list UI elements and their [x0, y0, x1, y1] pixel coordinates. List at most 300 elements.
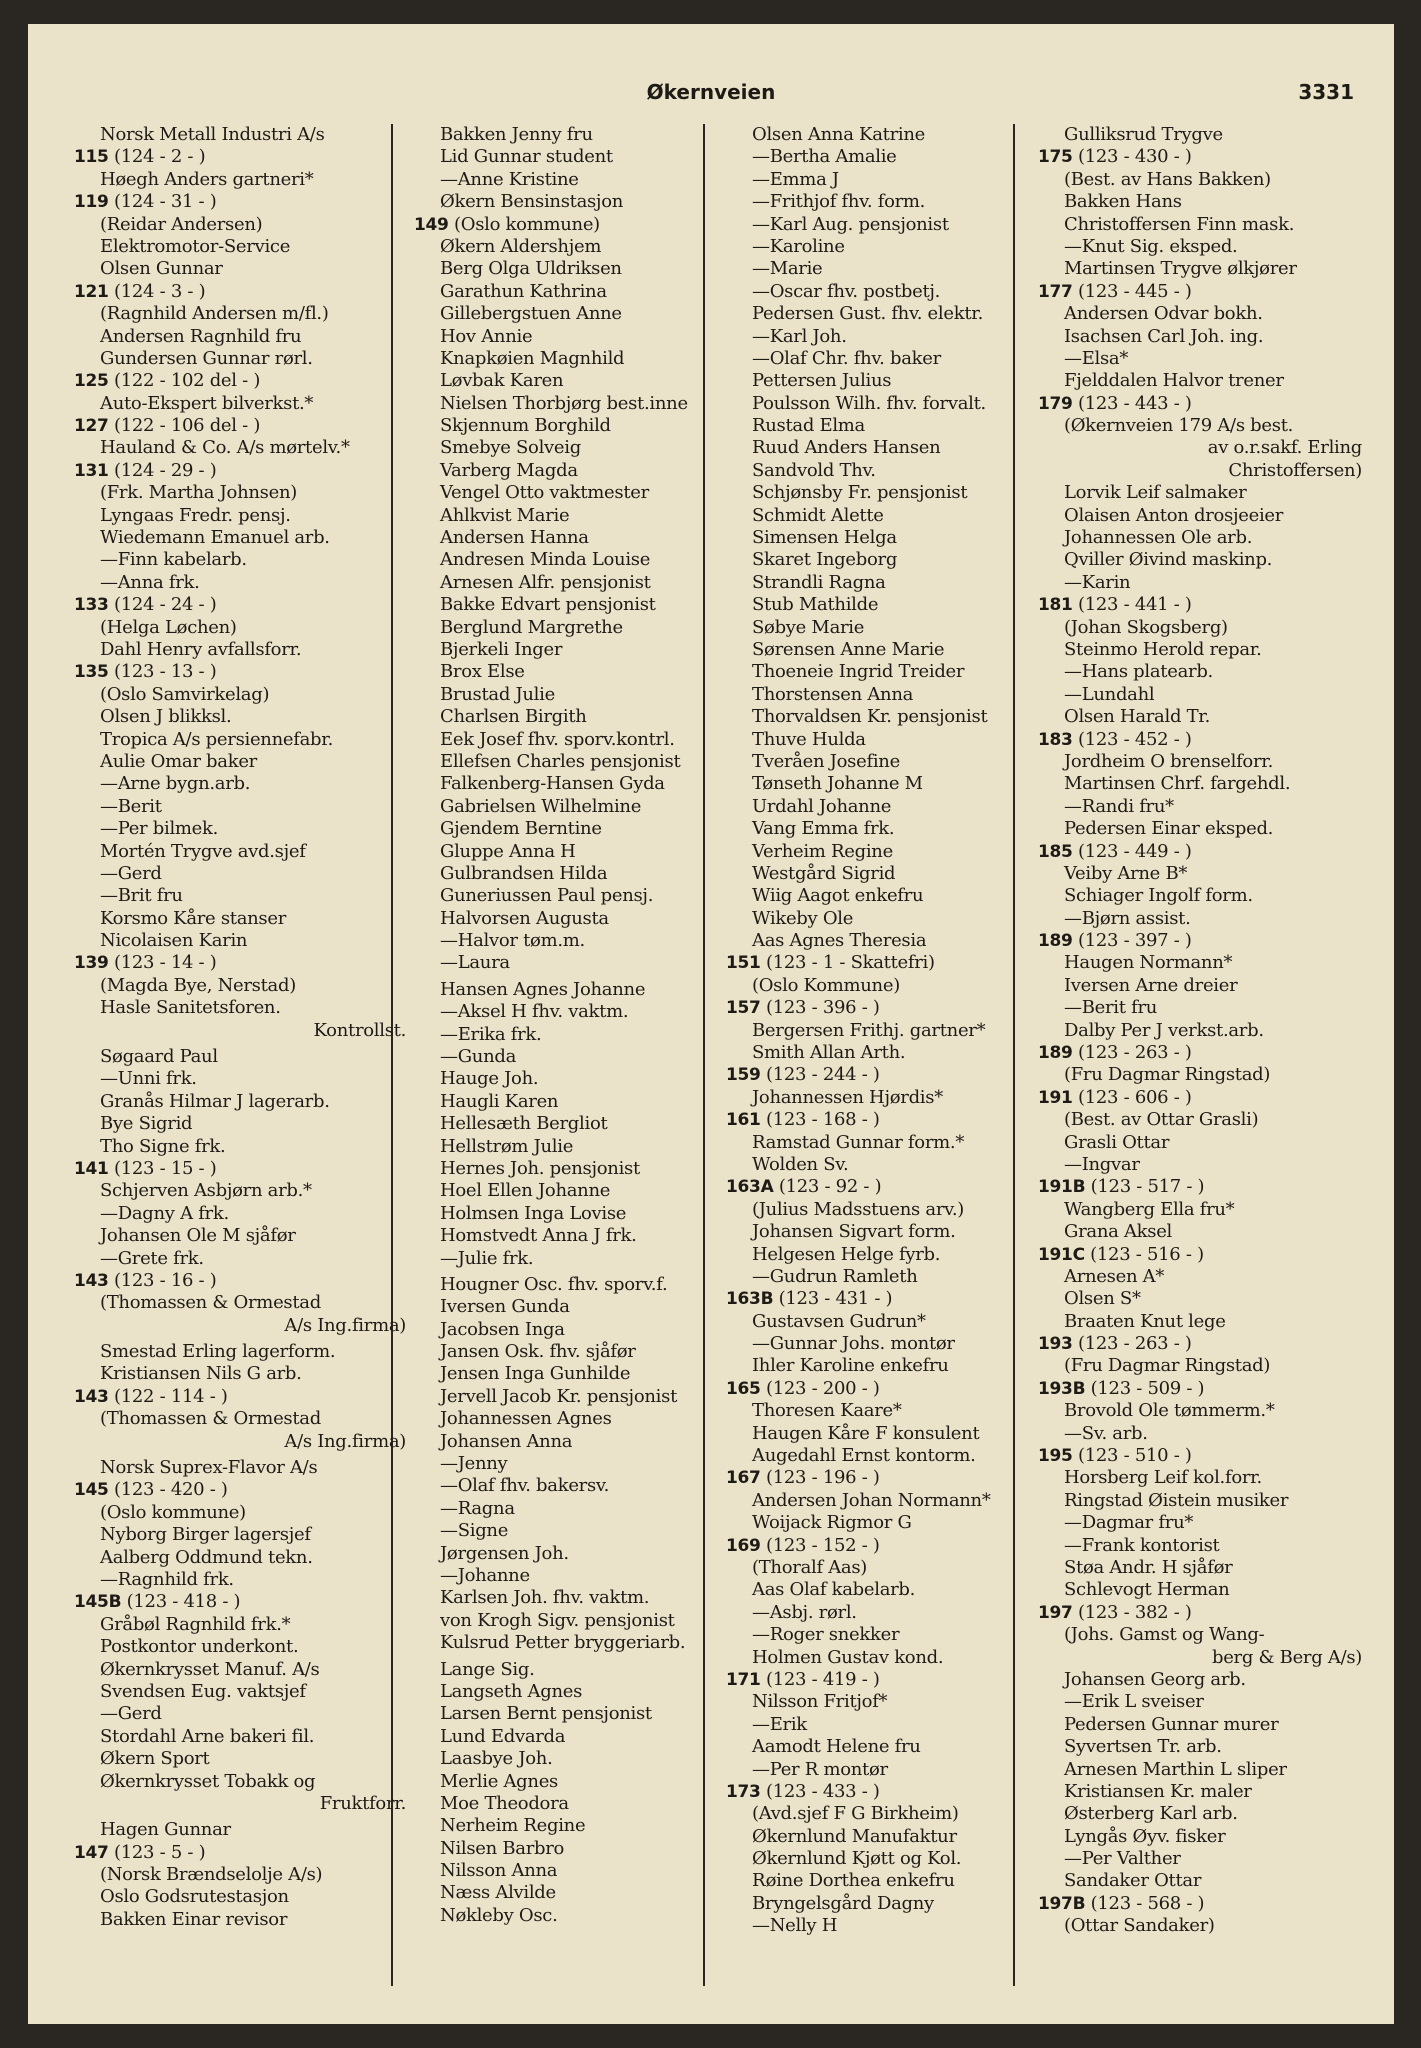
entry-text: Gråbøl Ragnhild frk.*: [100, 1613, 291, 1635]
entry-text: (Oslo Kommune): [752, 974, 900, 996]
resident-entry: [1038, 1624, 1362, 1646]
resident-entry: [414, 979, 728, 1001]
property-info: (123 - 244 - ): [760, 1064, 880, 1086]
entry-text: Økern Aldershjem: [440, 235, 602, 257]
house-number: 143: [74, 1386, 109, 1407]
resident-entry: [726, 751, 1038, 773]
resident-entry: [726, 258, 1038, 280]
resident-entry: [726, 236, 1038, 258]
entry-text: Økern Sport: [100, 1748, 210, 1770]
resident-entry: [74, 482, 406, 504]
entry-text: Lund Edvarda: [440, 1725, 566, 1747]
entry-text: —Frithjof fhv. form.: [752, 191, 926, 213]
house-number: 125: [74, 371, 109, 392]
resident-entry: [414, 1363, 728, 1385]
resident-entry: [414, 415, 728, 437]
entry-text: —Asbj. rørl.: [752, 1601, 857, 1623]
entry-text: Andersen Ragnhild fru: [100, 325, 302, 347]
house-number: 139: [74, 953, 109, 974]
entry-text: Urdahl Johanne: [752, 795, 892, 817]
resident-entry: [1038, 258, 1362, 280]
resident-entry: [414, 527, 728, 549]
resident-entry: [414, 751, 728, 773]
resident-entry: [414, 236, 728, 258]
entry-text: Dahl Henry avfallsforr.: [100, 638, 302, 660]
property-info: (124 - 24 - ): [108, 594, 217, 616]
resident-entry: [1038, 549, 1362, 571]
resident-entry: [414, 303, 728, 325]
property-info: (123 - 418 - ): [121, 1591, 241, 1613]
entry-text: —Karl Aug. pensjonist: [752, 213, 949, 235]
entry-text: Helgesen Helge fyrb.: [752, 1243, 941, 1265]
resident-entry: [74, 1180, 406, 1202]
entry-text: —Karl Joh.: [752, 325, 847, 347]
entry-text: Gustavsen Gudrun*: [752, 1310, 926, 1332]
entry-text: Augedahl Ernst kontorm.: [752, 1445, 976, 1467]
house-number: 175: [1038, 147, 1073, 168]
resident-entry: [414, 1838, 728, 1860]
resident-entry: [1038, 617, 1362, 639]
entry-text: Wiedemann Emanuel arb.: [100, 527, 330, 549]
resident-entry: [1038, 1669, 1362, 1691]
entry-text: Økernkrysset Tobakk og: [100, 1770, 316, 1792]
resident-entry: [414, 1520, 728, 1542]
entry-text: Hasle Sanitetsforen.: [100, 997, 281, 1019]
entry-text: Pedersen Einar eksped.: [1064, 818, 1274, 840]
directory-page: [28, 24, 1394, 2024]
entry-text: Næss Alvilde: [440, 1882, 556, 1904]
entry-text: Andersen Johan Normann*: [752, 1489, 991, 1511]
resident-entry: [414, 1091, 728, 1113]
page-header: [28, 80, 1394, 120]
entry-text: Thoresen Kaare*: [752, 1400, 902, 1422]
entry-text: Hougner Osc. fhv. sporv.f.: [440, 1273, 668, 1295]
entry-text: Holmen Gustav kond.: [752, 1646, 944, 1668]
resident-entry: [414, 258, 728, 280]
entry-text: —Olaf fhv. bakersv.: [440, 1475, 610, 1497]
resident-entry: [726, 684, 1038, 706]
resident-entry: [1038, 1064, 1362, 1086]
resident-entry: [74, 348, 406, 370]
resident-entry: [414, 1180, 728, 1202]
resident-entry: [726, 482, 1038, 504]
resident-entry: [74, 1748, 406, 1770]
entry-text: —Ingvar: [1064, 1153, 1140, 1175]
resident-entry: [1038, 773, 1362, 795]
property-info: (123 - 510 - ): [1072, 1445, 1192, 1467]
resident-entry: [414, 348, 728, 370]
resident-entry: [726, 729, 1038, 751]
entry-text: Vang Emma frk.: [752, 818, 895, 840]
property-info: (123 - 431 - ): [773, 1288, 893, 1310]
resident-entry: [726, 706, 1038, 728]
property-info: (122 - 114 - ): [108, 1385, 228, 1407]
resident-entry: [74, 1681, 406, 1703]
entry-text: —Jenny: [440, 1453, 508, 1475]
entry-text: Bryngelsgård Dagny: [752, 1892, 934, 1914]
entry-text: Arnesen Alfr. pensjonist: [440, 571, 651, 593]
entry-text: Pettersen Julius: [752, 370, 892, 392]
entry-text: Ruud Anders Hansen: [752, 437, 941, 459]
resident-entry: [74, 1636, 406, 1658]
entry-text: Gjendem Berntine: [440, 818, 602, 840]
entry-text: (Johs. Gamst og Wang-: [1064, 1624, 1265, 1646]
resident-entry: [414, 191, 728, 213]
entry-text: Merlie Agnes: [440, 1770, 558, 1792]
resident-entry: [74, 1793, 406, 1815]
entry-text: Brovold Ole tømmerm.*: [1064, 1400, 1275, 1422]
entry-text: Nøkleby Osc.: [440, 1904, 558, 1926]
resident-entry: [726, 169, 1038, 191]
entry-text: Andresen Minda Louise: [440, 549, 651, 571]
resident-entry: [414, 326, 728, 348]
entry-text: Johansen Sigvart form.: [752, 1221, 956, 1243]
house-number: 193B: [1038, 1378, 1086, 1399]
resident-entry: [1038, 1490, 1362, 1512]
resident-entry: [414, 1024, 728, 1046]
entry-text: Olsen S*: [1064, 1288, 1141, 1310]
resident-entry: [414, 1726, 728, 1748]
entry-text: (Fru Dagmar Ringstad): [1064, 1355, 1271, 1377]
entry-text: (Oslo Samvirkelag): [100, 683, 270, 705]
entry-text: Røine Dorthea enkefru: [752, 1870, 955, 1892]
resident-entry: [726, 1445, 1038, 1467]
entry-text: Olsen J blikksl.: [100, 706, 232, 728]
entry-text: von Krogh Sigv. pensjonist: [440, 1609, 675, 1631]
resident-entry: [414, 1771, 728, 1793]
entry-text: Steinmo Herold repar.: [1064, 638, 1262, 660]
property-info: (124 - 2 - ): [108, 146, 206, 168]
address-number-line: [726, 997, 1038, 1019]
resident-entry: [74, 818, 406, 840]
entry-text: Guneriussen Paul pensj.: [440, 885, 654, 907]
entry-text: Fjelddalen Halvor trener: [1064, 370, 1284, 392]
entry-text: Grasli Ottar: [1064, 1131, 1170, 1153]
resident-entry: [74, 841, 406, 863]
entry-text: Lid Gunnar student: [440, 146, 613, 168]
resident-entry: [414, 281, 728, 303]
resident-entry: [74, 1020, 406, 1042]
resident-entry: [726, 1333, 1038, 1355]
resident-entry: [726, 1579, 1038, 1601]
resident-entry: [74, 684, 406, 706]
entry-text: Gundersen Gunnar rørl.: [100, 347, 313, 369]
resident-entry: [1038, 863, 1362, 885]
entry-text: (Thomassen & Ormestad: [100, 1292, 321, 1314]
resident-entry: [726, 1736, 1038, 1758]
resident-entry: [726, 1400, 1038, 1422]
entry-text: A/s Ing.firma): [284, 1430, 406, 1452]
address-number-line: [726, 1176, 1038, 1198]
resident-entry: [414, 1203, 728, 1225]
resident-entry: [74, 1726, 406, 1748]
entry-text: Westgård Sigrid: [752, 862, 896, 884]
property-info: (123 - 443 - ): [1072, 392, 1192, 414]
entry-text: —Lundahl: [1064, 683, 1155, 705]
resident-entry: [74, 1886, 406, 1908]
entry-text: Økernlund Kjøtt og Kol.: [752, 1848, 962, 1870]
property-info: (124 - 3 - ): [108, 280, 206, 302]
entry-text: Halvorsen Augusta: [440, 907, 609, 929]
resident-entry: [1038, 1848, 1362, 1870]
resident-entry: [1038, 684, 1362, 706]
property-info: (123 - 516 - ): [1084, 1243, 1204, 1265]
address-number-line: [1038, 1176, 1362, 1198]
resident-entry: [1038, 1579, 1362, 1601]
entry-text: Schmidt Alette: [752, 504, 884, 526]
entry-text: Skjennum Borghild: [440, 415, 611, 437]
entry-text: Olsen Harald Tr.: [1064, 706, 1211, 728]
entry-text: Grana Aksel: [1064, 1221, 1173, 1243]
resident-entry: [414, 1319, 728, 1341]
resident-entry: [414, 1408, 728, 1430]
entry-text: Fruktforr.: [319, 1792, 406, 1814]
entry-text: Holmsen Inga Lovise: [440, 1202, 627, 1224]
resident-entry: [1038, 1736, 1362, 1758]
entry-text: —Sv. arb.: [1064, 1422, 1148, 1444]
house-number: 157: [726, 998, 761, 1019]
entry-text: Høegh Anders gartneri*: [100, 168, 314, 190]
entry-text: (Norsk Brændselolje A/s): [100, 1864, 323, 1886]
resident-entry: [726, 975, 1038, 997]
resident-entry: [414, 863, 728, 885]
address-number-line: [726, 1535, 1038, 1557]
resident-entry: [74, 393, 406, 415]
resident-entry: [1038, 1020, 1362, 1042]
resident-entry: [1038, 1109, 1362, 1131]
resident-entry: [726, 1870, 1038, 1892]
house-number: 145B: [74, 1592, 122, 1613]
entry-text: Jervell Jacob Kr. pensjonist: [440, 1385, 677, 1407]
address-number-line: [1038, 841, 1362, 863]
resident-entry: [726, 1490, 1038, 1512]
resident-entry: [1038, 1355, 1362, 1377]
directory-column-1: [74, 124, 406, 2004]
resident-entry: [74, 1408, 406, 1430]
resident-entry: [74, 258, 406, 280]
resident-entry: [726, 908, 1038, 930]
resident-entry: [726, 437, 1038, 459]
resident-entry: [414, 1046, 728, 1068]
resident-entry: [726, 1647, 1038, 1669]
house-number: 191B: [1038, 1177, 1086, 1198]
resident-entry: [726, 460, 1038, 482]
entry-text: Berg Olga Uldriksen: [440, 258, 622, 280]
resident-entry: [414, 908, 728, 930]
resident-entry: [726, 1042, 1038, 1064]
entry-text: (Helga Løchen): [100, 616, 237, 638]
property-info: (Oslo kommune): [448, 213, 600, 235]
resident-entry: [414, 393, 728, 415]
entry-text: Christoffersen): [1228, 459, 1362, 481]
address-number-line: [74, 1479, 406, 1501]
entry-text: Støa Andr. H sjåfør: [1064, 1557, 1233, 1578]
entry-text: —Berit fru: [1064, 997, 1158, 1019]
resident-entry: [74, 1341, 406, 1363]
resident-entry: [74, 1569, 406, 1591]
resident-entry: [1038, 1132, 1362, 1154]
address-number-line: [1038, 1893, 1362, 1915]
directory-column-3: [726, 124, 1038, 2004]
address-number-line: [74, 952, 406, 974]
resident-entry: [414, 729, 728, 751]
address-number-line: [1038, 1333, 1362, 1355]
resident-entry: [414, 370, 728, 392]
resident-entry: [414, 482, 728, 504]
entry-text: Ahlkvist Marie: [440, 504, 570, 526]
entry-text: A/s Ing.firma): [284, 1314, 406, 1336]
resident-entry: [1038, 460, 1362, 482]
address-number-line: [726, 1467, 1038, 1489]
resident-entry: [1038, 1557, 1362, 1579]
house-number: 119: [74, 192, 109, 213]
resident-entry: [726, 1803, 1038, 1825]
resident-entry: [74, 1363, 406, 1385]
street-name-heading: Økernveien: [646, 80, 776, 104]
entry-text: —Bertha Amalie: [752, 146, 897, 168]
resident-entry: [414, 773, 728, 795]
resident-entry: [74, 1457, 406, 1479]
entry-text: Bakke Edvart pensjonist: [440, 594, 656, 616]
house-number: 177: [1038, 281, 1073, 302]
resident-entry: [726, 1915, 1038, 1937]
resident-entry: [74, 706, 406, 728]
resident-entry: [726, 841, 1038, 863]
resident-entry: [726, 281, 1038, 303]
resident-entry: [74, 863, 406, 885]
resident-entry: [74, 1771, 406, 1793]
resident-entry: [1038, 796, 1362, 818]
entry-text: Andersen Odvar bokh.: [1064, 303, 1263, 325]
entry-text: —Oscar fhv. postbetj.: [752, 280, 941, 302]
entry-text: —Julie frk.: [440, 1247, 534, 1269]
entry-text: —Dagny A frk.: [100, 1202, 229, 1224]
entry-text: Hov Annie: [440, 325, 533, 347]
resident-entry: [726, 1132, 1038, 1154]
entry-text: —Erik: [752, 1713, 807, 1735]
property-info: (123 - 1 - Skattefri): [760, 952, 935, 974]
entry-text: (Best. av Hans Bakken): [1064, 168, 1271, 190]
resident-entry: [726, 572, 1038, 594]
resident-entry: [74, 930, 406, 952]
resident-entry: [726, 1266, 1038, 1288]
directory-columns: [28, 124, 1394, 2004]
entry-text: —Arne bygn.arb.: [100, 773, 251, 795]
entry-text: Hellesæth Bergliot: [440, 1113, 608, 1135]
entry-text: —Per bilmek.: [100, 818, 219, 840]
resident-entry: [1038, 1154, 1362, 1176]
resident-entry: [726, 370, 1038, 392]
address-number-line: [74, 1386, 406, 1408]
entry-text: Stub Mathilde: [752, 594, 879, 616]
resident-entry: [726, 885, 1038, 907]
resident-entry: [414, 1610, 728, 1632]
house-number: 183: [1038, 729, 1073, 750]
entry-text: Sandaker Ottar: [1064, 1870, 1202, 1892]
resident-entry: [74, 908, 406, 930]
resident-entry: [726, 415, 1038, 437]
property-info: (124 - 31 - ): [108, 191, 217, 213]
resident-entry: [726, 639, 1038, 661]
entry-text: Kulsrud Petter bryggeriarb.: [440, 1632, 686, 1654]
entry-text: Jørgensen Joh.: [440, 1542, 569, 1564]
entry-text: Jansen Osk. fhv. sjåfør: [440, 1341, 636, 1363]
resident-entry: [726, 326, 1038, 348]
entry-text: Christoffersen Finn mask.: [1064, 213, 1295, 235]
resident-entry: [726, 773, 1038, 795]
entry-text: Nicolaisen Karin: [100, 930, 248, 952]
address-number-line: [726, 1781, 1038, 1803]
resident-entry: [1038, 1512, 1362, 1534]
resident-entry: [1038, 885, 1362, 907]
entry-text: Jensen Inga Gunhilde: [440, 1363, 631, 1385]
entry-text: —Halvor tøm.m.: [440, 930, 585, 952]
entry-text: Søbye Marie: [752, 616, 865, 638]
entry-text: Johannessen Ole arb.: [1064, 527, 1253, 549]
entry-text: Andersen Hanna: [440, 527, 589, 549]
entry-text: —Karoline: [752, 235, 845, 257]
resident-entry: [74, 1502, 406, 1524]
entry-text: Nilsson Fritjof*: [752, 1691, 888, 1713]
resident-entry: [1038, 1199, 1362, 1221]
entry-text: Johannessen Agnes: [440, 1408, 612, 1430]
resident-entry: [74, 1864, 406, 1886]
entry-text: Lorvik Leif salmaker: [1064, 482, 1247, 504]
resident-entry: [1038, 1714, 1362, 1736]
house-number: 191C: [1038, 1244, 1085, 1265]
entry-text: Wikeby Ole: [752, 907, 854, 929]
entry-text: Pedersen Gunnar murer: [1064, 1713, 1279, 1735]
resident-entry: [414, 1543, 728, 1565]
resident-entry: [1038, 370, 1362, 392]
entry-text: Thorstensen Anna: [752, 683, 914, 705]
resident-entry: [414, 572, 728, 594]
entry-text: Økernkrysset Manuf. A/s: [100, 1658, 320, 1680]
address-number-line: [726, 1064, 1038, 1086]
entry-text: Økern Bensinstasjon: [440, 191, 624, 213]
entry-text: Elektromotor-Service: [100, 235, 291, 257]
entry-text: (Ragnhild Andersen m/fl.): [100, 303, 329, 325]
resident-entry: [726, 1759, 1038, 1781]
entry-text: Nilsson Anna: [440, 1860, 558, 1882]
resident-entry: [1038, 505, 1362, 527]
entry-text: Haugen Kåre F konsulent: [752, 1422, 980, 1444]
entry-text: Poulsson Wilh. fhv. forvalt.: [752, 392, 986, 414]
entry-text: Thuve Hulda: [752, 728, 866, 750]
entry-text: Haugen Normann*: [1064, 952, 1233, 974]
entry-text: Thorvaldsen Kr. pensjonist: [752, 706, 988, 728]
house-number: 147: [74, 1842, 109, 1863]
entry-text: Johansen Anna: [440, 1430, 573, 1452]
property-info: (123 - 16 - ): [108, 1269, 217, 1291]
property-info: (123 - 419 - ): [760, 1668, 880, 1690]
resident-entry: [726, 1602, 1038, 1624]
resident-entry: [414, 1703, 728, 1725]
resident-entry: [74, 885, 406, 907]
resident-entry: [414, 1453, 728, 1475]
entry-text: Braaten Knut lege: [1064, 1310, 1226, 1332]
entry-text: Ihler Karoline enkefru: [752, 1355, 949, 1377]
entry-text: Dalby Per J verkst.arb.: [1064, 1019, 1264, 1041]
resident-entry: [1038, 1915, 1362, 1937]
resident-entry: [414, 1659, 728, 1681]
entry-text: Schlevogt Herman: [1064, 1579, 1230, 1601]
house-number: 189: [1038, 931, 1073, 952]
entry-text: Østerberg Karl arb.: [1064, 1803, 1238, 1825]
resident-entry: [414, 1431, 728, 1453]
resident-entry: [74, 975, 406, 997]
entry-text: Granås Hilmar J lagerarb.: [100, 1090, 330, 1112]
